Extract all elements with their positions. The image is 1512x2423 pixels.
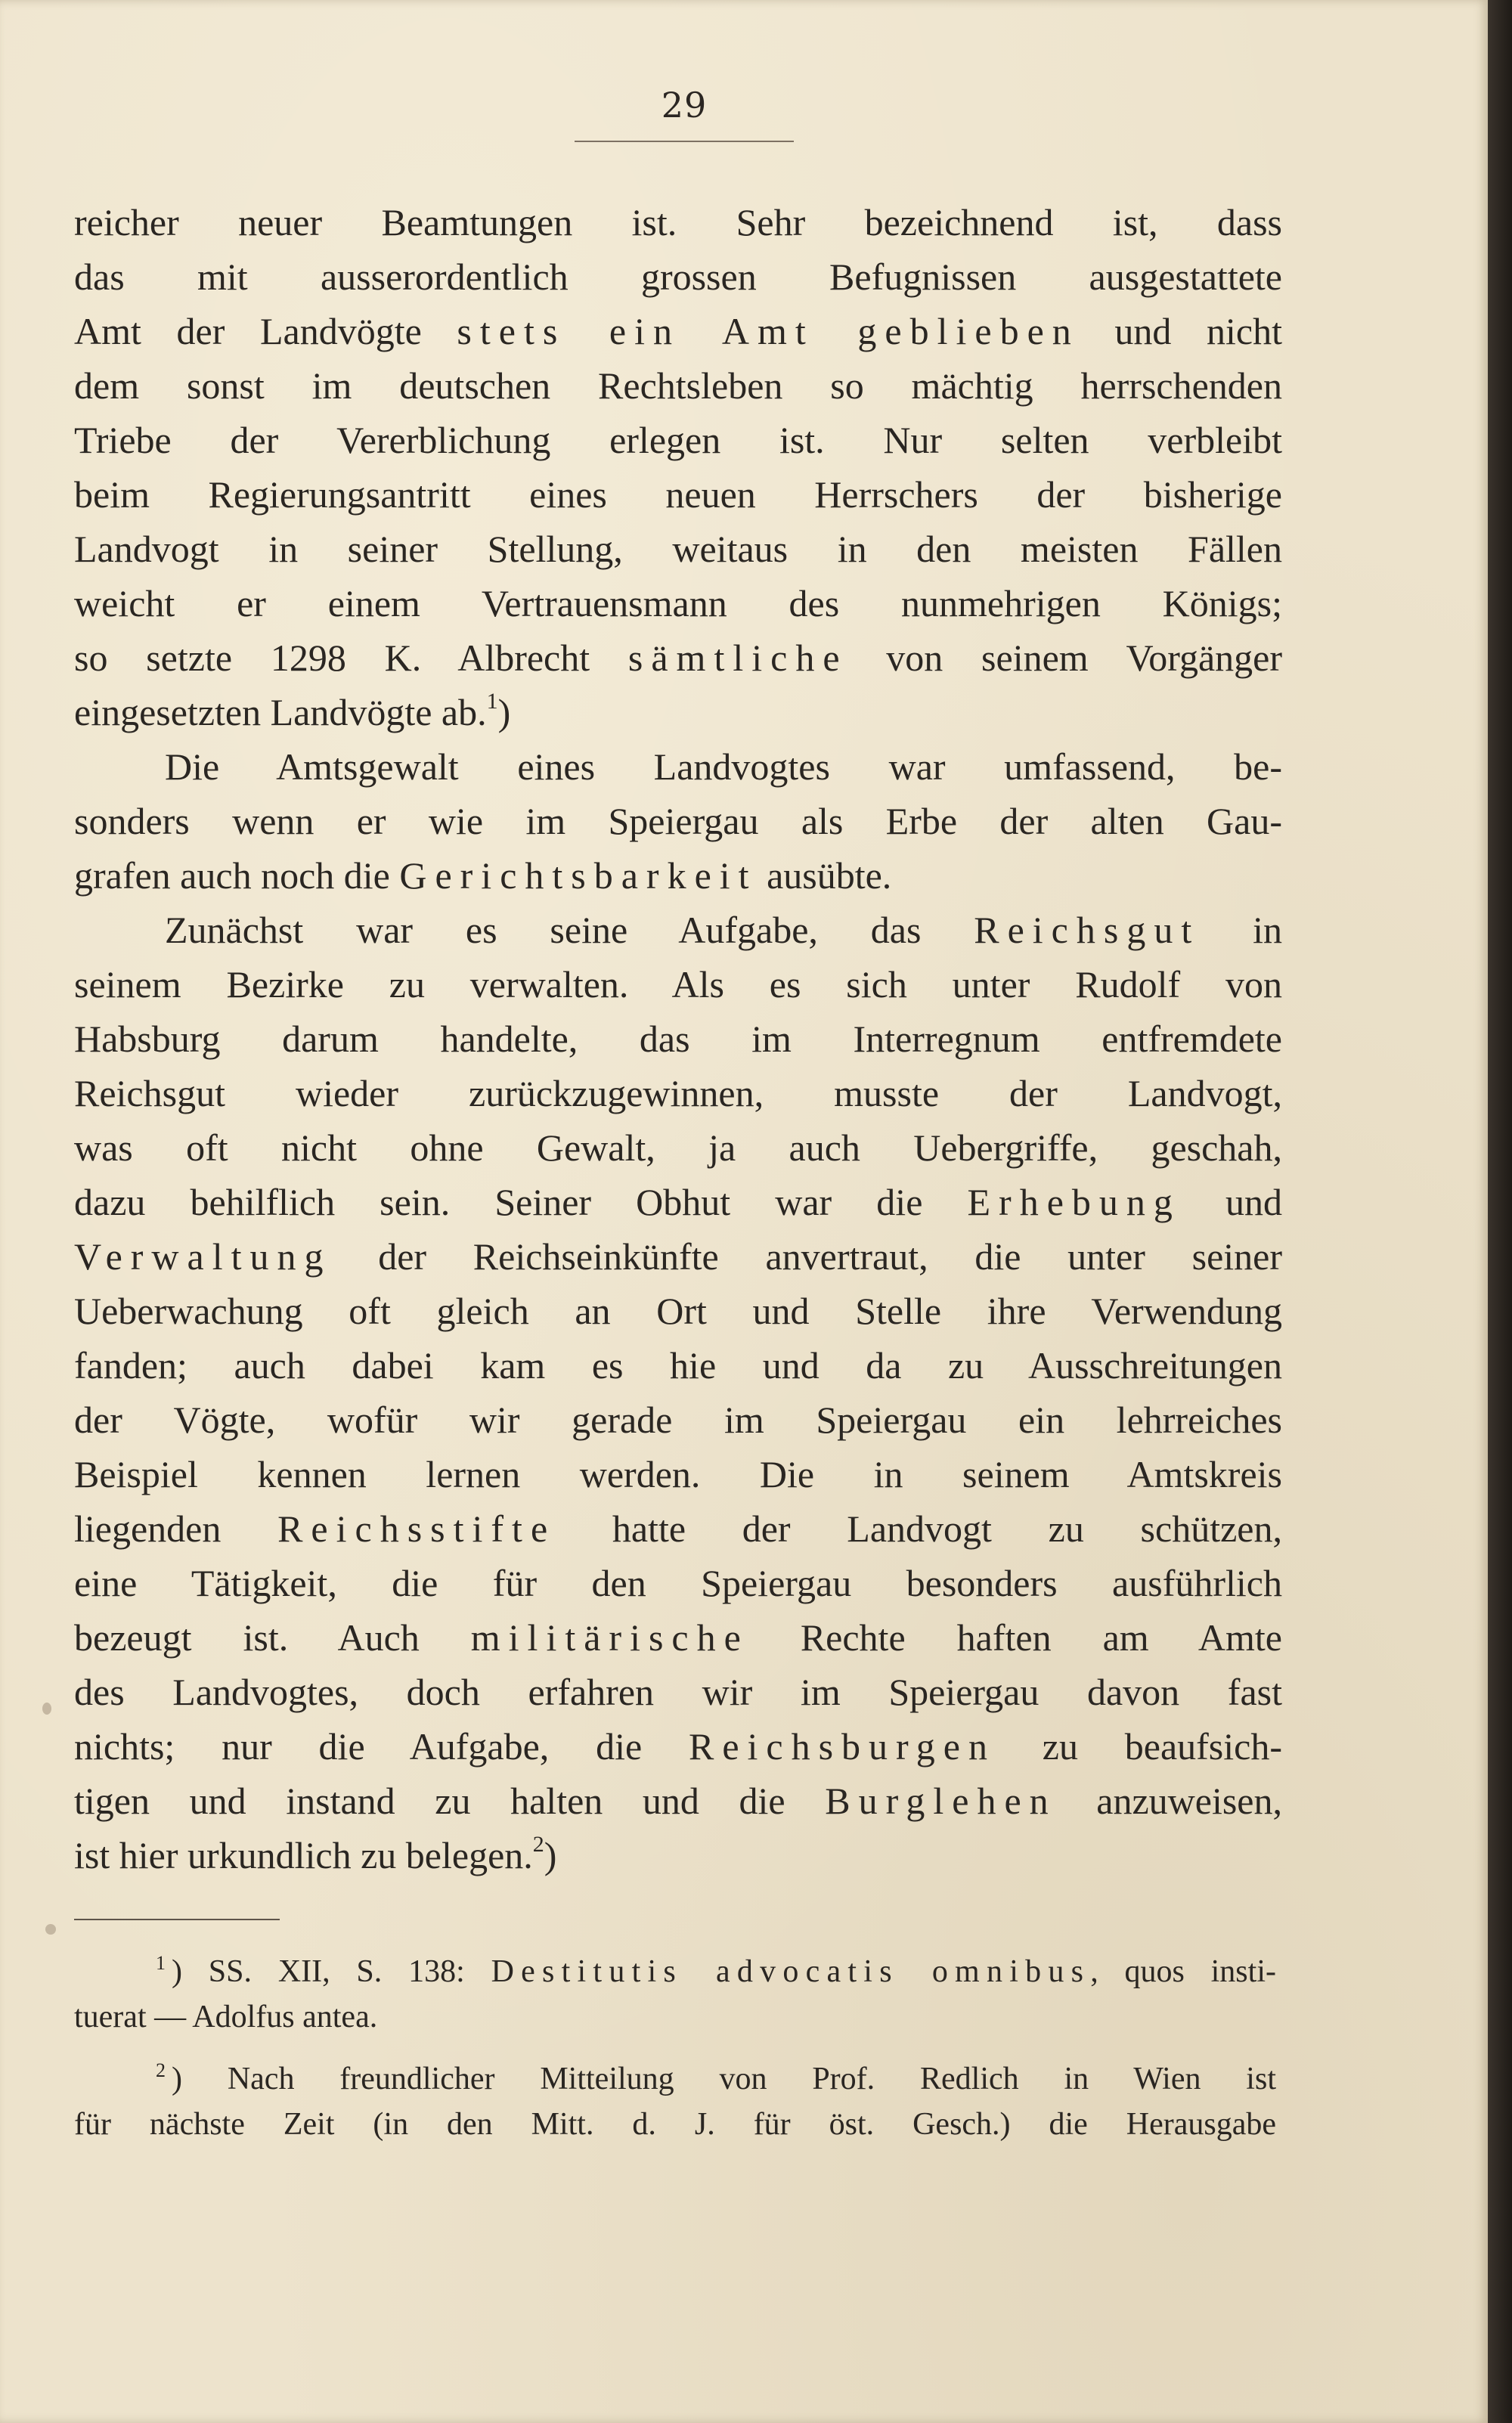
text-line: Die Amtsgewalt eines Landvogtes war umfassend, be- [165, 745, 1282, 788]
emphasized-text: militärische [470, 1616, 749, 1659]
text-line: dazu behilflich sein. Seiner Obhut war die Erhebung und [74, 1181, 1282, 1223]
emphasized-text: Reichsstifte [277, 1507, 556, 1550]
footnote-line: $^1$ ) SS. XII, S. 138: Destitutis advocatis omnibus, quos insti- [156, 1952, 1276, 1989]
ink-smudge [42, 1703, 51, 1715]
emphasized-text: Reichsgut [974, 909, 1201, 951]
text-line: reicher neuer Beamtungen ist. Sehr bezeichnend ist, dass [74, 201, 1282, 243]
paragraph-3 [74, 903, 1282, 1882]
text-line: tigen und instand zu halten und die Burglehen anzuweisen, [74, 1780, 1282, 1822]
text-line: des Landvogtes, doch erfahren wir im Speiergau davon fast [74, 1671, 1282, 1713]
emphasized-text: Reichsburgen [688, 1725, 996, 1768]
text-line: weicht er einem Vertrauensmann des nunmehrigen Königs; [74, 582, 1282, 624]
text-line: Verwaltung der Reichseinkünfte anvertraut, die unter seiner [74, 1235, 1282, 1278]
footnote-rule [74, 1919, 280, 1920]
text-line: Zunächst war es seine Aufgabe, das Reichsgut in [165, 909, 1282, 951]
emphasized-text: Verwaltung [74, 1235, 332, 1278]
footnote-reference: 2 [532, 1832, 544, 1857]
text-line: liegenden Reichsstifte hatte der Landvogt zu schützen, [74, 1507, 1282, 1550]
text-line: Landvogt in seiner Stellung, weitaus in den meisten Fällen [74, 528, 1282, 570]
text-line: beim Regierungsantritt eines neuen Herrschers der bisherige [74, 473, 1282, 516]
footnote-line: tuerat — Adolfus antea. [74, 2000, 378, 2034]
text-line: eine Tätigkeit, die für den Speiergau besonders ausführlich [74, 1562, 1282, 1604]
text-line: das mit ausserordentlich grossen Befugnissen ausgestattete [74, 256, 1282, 298]
text-line: Beispiel kennen lernen werden. Die in seinem Amtskreis [74, 1453, 1282, 1495]
text-line: so setzte 1298 K. Albrecht sämtliche von seinem Vorgänger [74, 637, 1282, 679]
text-line: seinem Bezirke zu verwalten. Als es sich unter Rudolf von [74, 963, 1282, 1005]
page-edge [1488, 0, 1512, 2423]
footnote-marker: 1 [156, 1952, 166, 1974]
paragraph-2 [74, 739, 1282, 903]
text-line: grafen auch noch die Gerichtsbarkeit ausübte. [74, 854, 892, 897]
text-line: Amt der Landvögte stets ein Amt geblieben und nicht [74, 310, 1282, 352]
text-line: eingesetzten Landvögte ab.$^1$) [74, 689, 511, 733]
footnote-marker: 2 [156, 2059, 166, 2081]
emphasized-text: Erhebung [967, 1181, 1181, 1223]
text-line: der Vögte, wofür wir gerade im Speiergau ein lehrreiches [74, 1399, 1282, 1441]
footnote-line: $^2$ ) Nach freundlicher Mitteilung von Prof. Redlich in Wien ist [156, 2059, 1276, 2096]
footnote-text: Nach freundlicher Mitteilung von Prof. Redlich in Wien ist [227, 2062, 1276, 2096]
footnote-line: für nächste Zeit (in den Mitt. d. J. für öst. Gesch.) die Herausgabe [74, 2107, 1276, 2142]
footnote-text: SS. XII, S. 138: Destitutis advocatis omnibus, quos insti- [208, 1954, 1276, 1989]
text-line: was oft nicht ohne Gewalt, ja auch Uebergriffe, geschah, [74, 1126, 1282, 1169]
page-number-rule [575, 141, 794, 142]
text-line: sonders wenn er wie im Speiergau als Erbe der alten Gau- [74, 800, 1282, 842]
text-line: ist hier urkundlich zu belegen.$^2$) [74, 1832, 557, 1876]
footnotes [74, 1949, 1276, 2164]
paragraph-1 [74, 195, 1282, 739]
footnote-1 [74, 1949, 1276, 2040]
emphasized-text: Destitutis advocatis omnibus [491, 1954, 1091, 1989]
text-line: dem sonst im deutschen Rechtsleben so mächtig herrschenden [74, 364, 1282, 407]
text-line: Triebe der Vererblichung erlegen ist. Nur selten verbleibt [74, 419, 1282, 461]
text-line: Habsburg darum handelte, das im Interregnum entfremdete [74, 1018, 1282, 1060]
text-line: Reichsgut wieder zurückzugewinnen, musste der Landvogt, [74, 1072, 1282, 1114]
text-line: Ueberwachung oft gleich an Ort und Stelle ihre Verwendung [74, 1290, 1282, 1332]
footnote-reference: 1 [486, 689, 498, 714]
text-line: fanden; auch dabei kam es hie und da zu Ausschreitungen [74, 1344, 1282, 1387]
footnote-2 [74, 2056, 1276, 2147]
emphasized-text: Burglehen [825, 1780, 1057, 1822]
emphasized-text: Gerichtsbarkeit [399, 854, 758, 897]
text-line: nichts; nur die Aufgabe, die Reichsburgen zu beaufsich- [74, 1725, 1282, 1768]
emphasized-text: sämtliche [627, 637, 848, 679]
page-number: 29 [661, 85, 708, 125]
body-text [74, 195, 1282, 1882]
ink-smudge [45, 1924, 56, 1935]
emphasized-text: stets ein Amt geblieben [457, 310, 1080, 352]
text-line: bezeugt ist. Auch militärische Rechte haften am Amte [74, 1616, 1282, 1659]
